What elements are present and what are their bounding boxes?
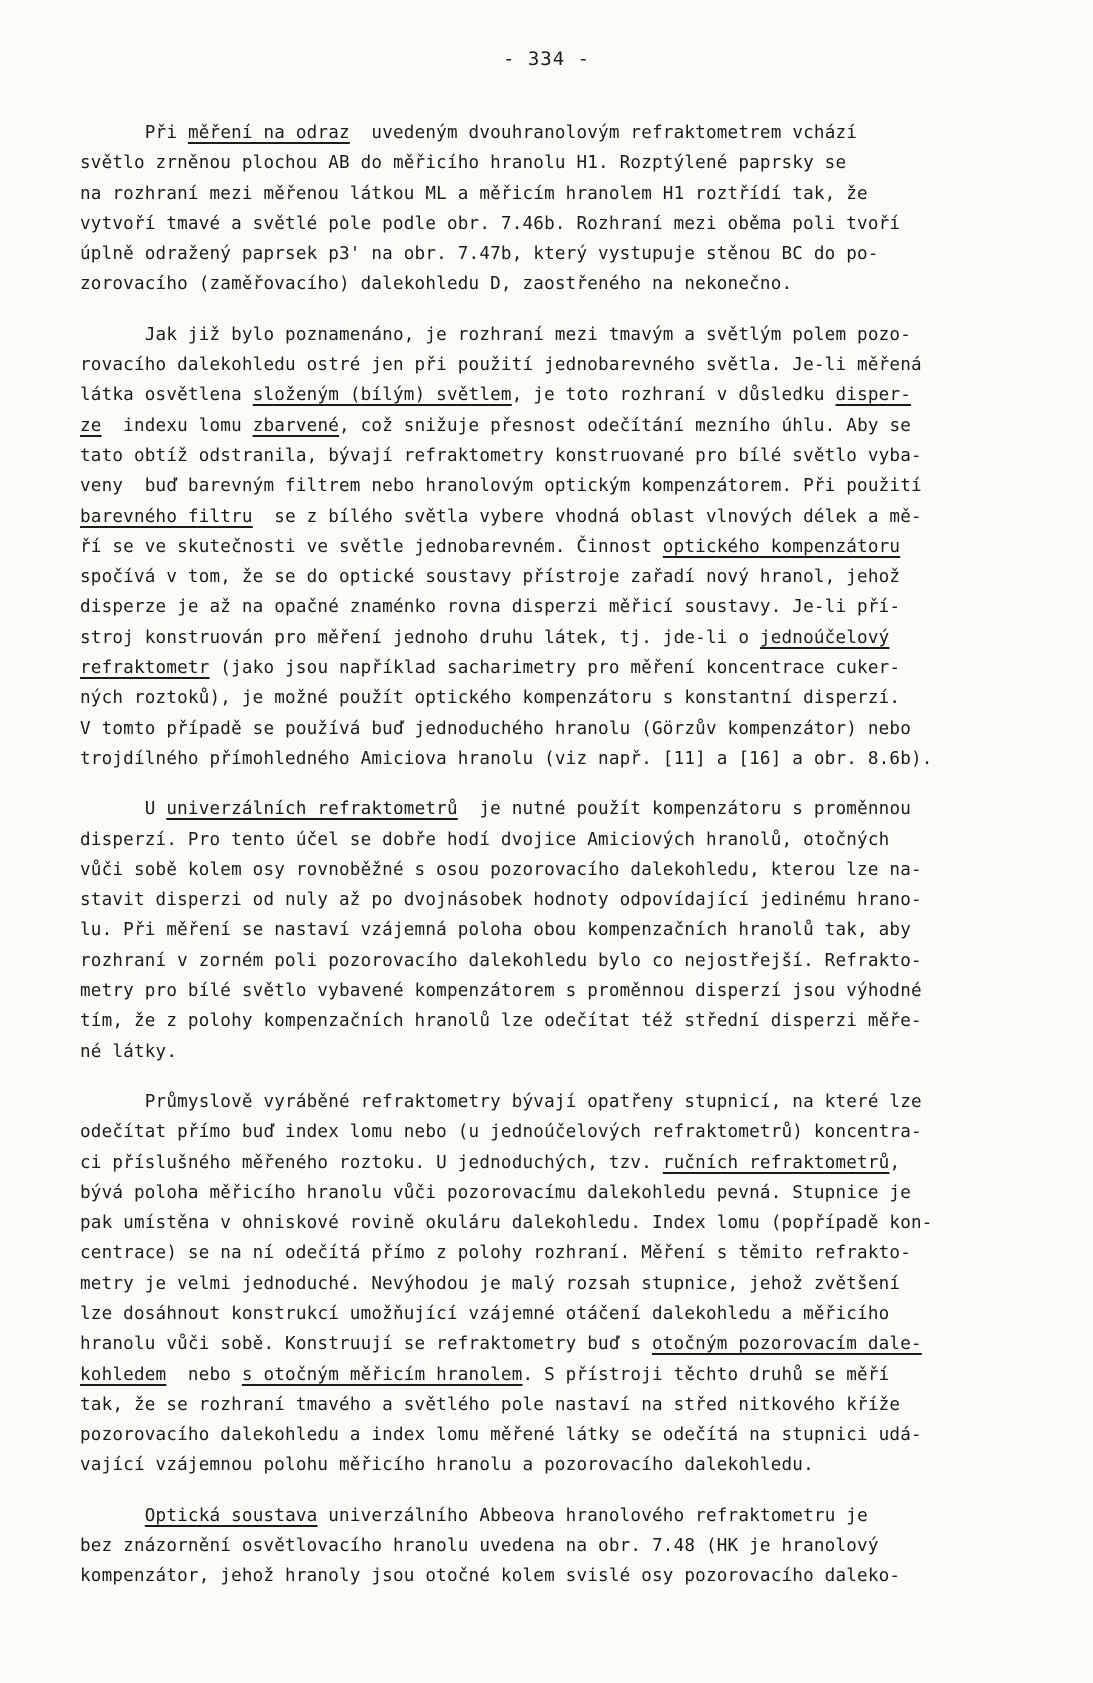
text-segment: ci příslušného měřeného roztoku. U jednoduchých, tzv. bbox=[80, 1152, 663, 1173]
text-line bbox=[80, 1087, 1065, 1117]
text-line bbox=[80, 1531, 1065, 1561]
text-segment: úplně odražený paprsek p3' na obr. 7.47b, který vystupuje stěnou BC do po- bbox=[80, 244, 879, 265]
underlined-term: optického kompenzátoru bbox=[662, 536, 901, 557]
text-line bbox=[80, 1148, 1065, 1178]
text-segment: vůči sobě kolem osy rovnoběžné s osou pozorovacího dalekohledu, kterou lze na- bbox=[80, 859, 922, 880]
text-segment: Jak již bylo poznamenáno, je rozhraní mezi tmavým a světlým polem pozo- bbox=[80, 324, 912, 345]
text-segment: stroj konstruován pro měření jednoho druhu látek, tj. jde-li o bbox=[80, 627, 760, 648]
text-segment: rozhraní v zorném poli pozorovacího dalekohledu bylo co nejostřejší. Refrakto- bbox=[80, 950, 922, 971]
text-line bbox=[80, 118, 1065, 148]
text-segment: , je toto rozhraní v důsledku bbox=[511, 385, 836, 406]
text-segment: ří se ve skutečnosti ve světle jednobarevném. Činnost bbox=[80, 536, 663, 557]
text-line bbox=[80, 683, 1065, 713]
text-line bbox=[80, 1420, 1065, 1450]
text-line bbox=[80, 532, 1065, 562]
text-segment: tak, že se rozhraní tmavého a světlého pole nastaví na střed nitkového kříže bbox=[80, 1394, 901, 1415]
text-line bbox=[80, 239, 1065, 269]
text-segment: vající vzájemnou polohu měřicího hranolu a pozorovacího dalekohledu. bbox=[80, 1455, 814, 1476]
text-line bbox=[80, 1360, 1065, 1390]
text-segment: je nutné použít kompenzátoru s proměnnou bbox=[457, 799, 912, 820]
paragraph bbox=[80, 1501, 1065, 1592]
underlined-term: kohledem bbox=[80, 1364, 167, 1385]
text-segment: Při bbox=[80, 123, 188, 143]
text-segment: centrace) se na ní odečítá přímo z polohy rozhraní. Měření s těmito refrakto- bbox=[80, 1243, 912, 1264]
text-line bbox=[80, 1208, 1065, 1238]
text-segment: spočívá v tom, že se do optické soustavy přístroje zařadí nový hranol, jehož bbox=[80, 567, 901, 588]
text-segment: zorovacího (zaměřovacího) dalekohledu D, zaostřeného na nekonečno. bbox=[80, 274, 793, 295]
underlined-term: jednoúčelový bbox=[759, 627, 890, 648]
text-line bbox=[80, 1501, 1065, 1531]
text-segment: trojdílného přímohledného Amiciova hranolu (viz např. [11] a [16] a obr. 8.6b). bbox=[80, 748, 933, 769]
text-line bbox=[80, 441, 1065, 471]
underlined-term: barevného filtru bbox=[80, 506, 253, 527]
text-segment: univerzálního Abbeova hranolového refraktometru je bbox=[317, 1505, 868, 1526]
text-segment: odečítat přímo buď index lomu nebo (u jednoúčelových refraktometrů) koncentra- bbox=[80, 1122, 922, 1143]
paragraph bbox=[80, 1087, 1065, 1481]
text-segment: uvedeným dvouhranolovým refraktometrem vchází bbox=[349, 123, 858, 143]
paragraph bbox=[80, 794, 1065, 1067]
paragraph-gap bbox=[80, 1481, 1065, 1501]
text-line bbox=[80, 855, 1065, 885]
paragraph-gap bbox=[80, 300, 1065, 320]
text-segment: pozorovacího dalekohledu a index lomu měřené látky se odečítá na stupnici udá- bbox=[80, 1425, 922, 1446]
body-text bbox=[80, 118, 1065, 1592]
text-line bbox=[80, 1561, 1065, 1591]
text-segment: bez znázornění osvětlovacího hranolu uvedena na obr. 7.48 (HK je hranolový bbox=[80, 1536, 879, 1557]
underlined-term: ručních refraktometrů bbox=[662, 1152, 890, 1173]
text-segment: , což snižuje přesnost odečítání mezního úhlu. Aby se bbox=[339, 415, 912, 436]
text-line bbox=[80, 1238, 1065, 1268]
text-line bbox=[80, 209, 1065, 239]
paragraph bbox=[80, 320, 1065, 774]
paragraph-gap bbox=[80, 774, 1065, 794]
text-line bbox=[80, 269, 1065, 299]
text-segment: světlo zrněnou plochou AB do měřicího hranolu H1. Rozptýlené paprsky se bbox=[80, 153, 847, 174]
text-segment: na rozhraní mezi měřenou látkou ML a měřicím hranolem H1 roztřídí tak, že bbox=[80, 183, 868, 204]
text-line bbox=[80, 1269, 1065, 1299]
text-segment: bývá poloha měřicího hranolu vůči pozorovacímu dalekohledu pevná. Stupnice je bbox=[80, 1182, 912, 1203]
text-line bbox=[80, 1037, 1065, 1067]
text-segment: stavit disperzi od nuly až po dvojnásobek hodnoty odpovídající jedinému hrano- bbox=[80, 890, 922, 911]
text-line bbox=[80, 1299, 1065, 1329]
underlined-term: univerzálních refraktometrů bbox=[166, 799, 458, 820]
text-line bbox=[80, 653, 1065, 683]
text-line bbox=[80, 744, 1065, 774]
text-segment: V tomto případě se používá buď jednoduchého hranolu (Görzův kompenzátor) nebo bbox=[80, 718, 912, 739]
text-line bbox=[80, 714, 1065, 744]
text-line bbox=[80, 946, 1065, 976]
text-segment: disperze je až na opačné znaménko rovna disperzi měřicí soustavy. Je-li pří- bbox=[80, 597, 901, 618]
text-segment: U bbox=[80, 799, 167, 820]
text-line bbox=[80, 1450, 1065, 1480]
underlined-term: s otočným měřicím hranolem bbox=[241, 1364, 523, 1385]
text-segment: (jako jsou například sacharimetry pro měření koncentrace cuker- bbox=[209, 658, 901, 679]
paragraph bbox=[80, 118, 1065, 300]
text-line bbox=[80, 1329, 1065, 1359]
text-line bbox=[80, 794, 1065, 824]
text-segment: látka osvětlena bbox=[80, 385, 253, 406]
text-segment: Průmyslově vyráběné refraktometry bývají opatřeny stupnicí, na které lze bbox=[80, 1091, 922, 1112]
text-line bbox=[80, 976, 1065, 1006]
text-segment: , bbox=[889, 1152, 901, 1173]
text-segment: vytvoří tmavé a světlé pole podle obr. 7.46b. Rozhraní mezi oběma poli tvoří bbox=[80, 213, 901, 234]
text-segment: rovacího dalekohledu ostré jen při použití jednobarevného světla. Je-li měřená bbox=[80, 355, 922, 376]
text-segment: nebo bbox=[166, 1364, 242, 1385]
paragraph-gap bbox=[80, 1067, 1065, 1087]
text-line bbox=[80, 179, 1065, 209]
text-segment bbox=[80, 1506, 145, 1526]
underlined-term: Optická soustava bbox=[144, 1505, 318, 1526]
text-line bbox=[80, 915, 1065, 945]
underlined-term: složeným (bílým) světlem bbox=[252, 385, 512, 406]
text-line bbox=[80, 1178, 1065, 1208]
text-segment: se z bílého světla vybere vhodná oblast vlnových délek a mě- bbox=[252, 506, 922, 527]
text-line bbox=[80, 502, 1065, 532]
text-line bbox=[80, 885, 1065, 915]
underlined-term: zbarvené bbox=[252, 415, 340, 436]
text-segment: lu. Při měření se nastaví vzájemná poloha obou kompenzačních hranolů tak, aby bbox=[80, 920, 912, 941]
text-segment: ných roztoků), je možné použít optického kompenzátoru s konstantní disperzí. bbox=[80, 688, 901, 709]
underlined-term: refraktometr bbox=[80, 658, 210, 679]
text-segment: tím, že z polohy kompenzačních hranolů lze odečítat též střední disperzi měře- bbox=[80, 1011, 922, 1032]
text-line bbox=[80, 350, 1065, 380]
text-segment: hranolu vůči sobě. Konstruují se refraktometry buď s bbox=[80, 1334, 652, 1355]
text-segment: indexu lomu bbox=[101, 415, 253, 436]
text-line bbox=[80, 380, 1065, 410]
text-segment: lze dosáhnout konstrukcí umožňující vzájemné otáčení dalekohledu a měřicího bbox=[80, 1303, 890, 1324]
text-line bbox=[80, 411, 1065, 441]
text-line bbox=[80, 825, 1065, 855]
text-segment: tato obtíž odstranila, bývají refraktometry konstruované pro bílé světlo vyba- bbox=[80, 445, 922, 466]
text-segment: metry je velmi jednoduché. Nevýhodou je malý rozsah stupnice, jehož zvětšení bbox=[80, 1273, 901, 1294]
underlined-term: otočným pozorovacím dale- bbox=[652, 1334, 922, 1355]
text-line bbox=[80, 1117, 1065, 1147]
text-segment: pak umístěna v ohniskové rovině okuláru dalekohledu. Index lomu (popřípadě kon- bbox=[80, 1213, 933, 1234]
underlined-term: měření na odraz bbox=[187, 123, 350, 143]
text-line bbox=[80, 148, 1065, 178]
text-line bbox=[80, 320, 1065, 350]
text-segment: metry pro bílé světlo vybavené kompenzátorem s proměnnou disperzí jsou výhodné bbox=[80, 981, 922, 1002]
text-segment: disperzí. Pro tento účel se dobře hodí dvojice Amiciových hranolů, otočných bbox=[80, 829, 890, 850]
text-line bbox=[80, 562, 1065, 592]
underlined-term: disper- bbox=[835, 385, 912, 406]
text-line bbox=[80, 592, 1065, 622]
text-line bbox=[80, 471, 1065, 501]
underlined-term: ze bbox=[80, 415, 102, 436]
text-segment: . S přístroji těchto druhů se měří bbox=[522, 1364, 890, 1385]
text-segment: kompenzátor, jehož hranoly jsou otočné kolem svislé osy pozorovacího daleko- bbox=[80, 1566, 901, 1587]
page-number: - 334 - bbox=[502, 48, 591, 70]
text-line bbox=[80, 1006, 1065, 1036]
text-segment: né látky. bbox=[80, 1041, 178, 1062]
text-segment: veny buď barevným filtrem nebo hranolovým optickým kompenzátorem. Při použití bbox=[80, 476, 922, 497]
text-line bbox=[80, 623, 1065, 653]
text-line bbox=[80, 1390, 1065, 1420]
